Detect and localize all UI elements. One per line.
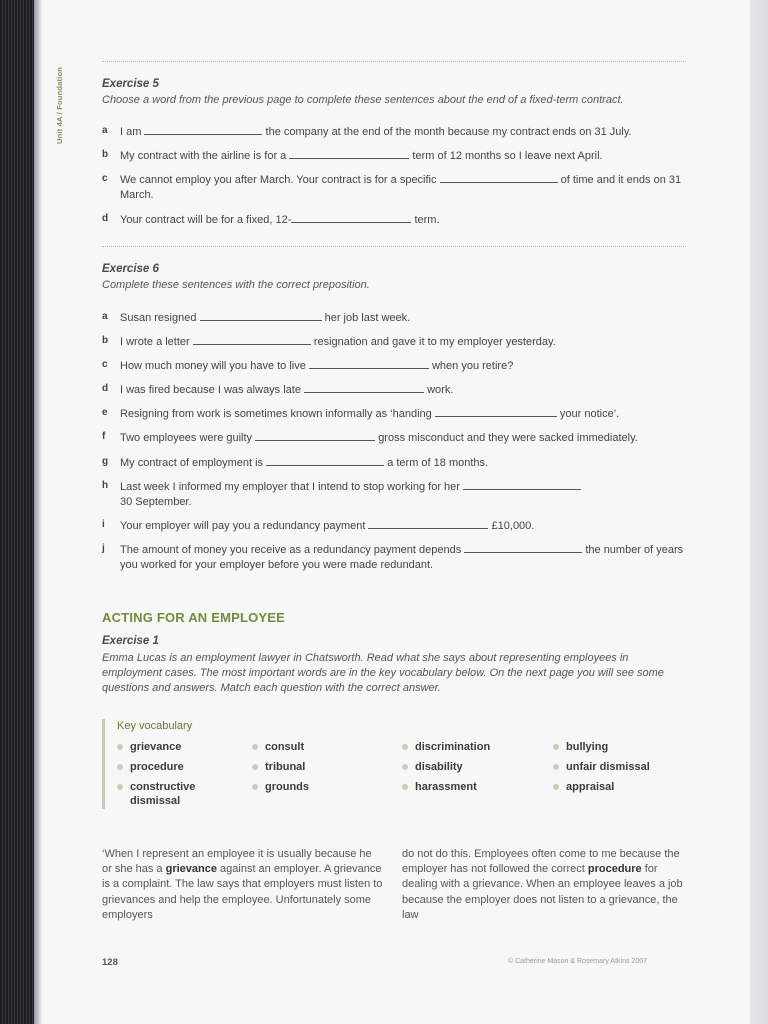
question-letter: f <box>102 431 106 442</box>
exercise5-question-d <box>102 211 688 228</box>
vocab-column <box>402 740 490 800</box>
divider-top <box>102 61 686 62</box>
vocab-item: procedure <box>117 760 220 774</box>
exercise6-instruction: Complete these sentences with the correct preposition. <box>102 279 370 291</box>
bullet-icon <box>402 784 408 790</box>
exercise6-title: Exercise 6 <box>102 263 159 275</box>
vocab-item: appraisal <box>553 780 650 794</box>
question-letter: i <box>102 519 105 530</box>
exercise1-intro: Emma Lucas is an employment lawyer in Chatsworth. Read what she says about representing employees in employment cases. The most important words are in the key vocabulary below. On the next page you will see some questions and answers. Match each question with the correct answer. <box>102 652 664 694</box>
question-text: work. <box>427 384 454 396</box>
exercise5-instruction: Choose a word from the previous page to complete these sentences about the end of a fixed-term contract. <box>102 94 624 106</box>
book-binding <box>0 0 34 1024</box>
vocab-item: constructive dismissal <box>117 780 220 808</box>
question-text: Your employer will pay you a redundancy payment <box>120 520 366 532</box>
answer-blank[interactable] <box>200 309 322 321</box>
bullet-icon <box>117 784 123 790</box>
question-letter: c <box>102 359 108 370</box>
question-letter: b <box>102 335 109 346</box>
question-text: We cannot employ you after March. Your contract is for a specific <box>120 174 437 186</box>
vocab-item: harassment <box>402 780 490 794</box>
page-number: 128 <box>102 957 118 968</box>
vocab-item: disability <box>402 760 490 774</box>
binding-shadow <box>34 0 42 1024</box>
question-letter: b <box>102 149 109 160</box>
question-text: term of 12 months so I leave next April. <box>412 150 603 162</box>
question-text: I am <box>120 126 142 138</box>
question-letter: d <box>102 213 109 224</box>
bullet-icon <box>117 744 123 750</box>
question-letter: h <box>102 480 109 491</box>
question-text: Susan resigned <box>120 312 197 324</box>
question-text: £10,000. <box>491 520 535 532</box>
question-text: the number of years you worked for your employer before you were made redundant. <box>120 544 684 571</box>
question-text: How much money will you have to live <box>120 360 306 372</box>
vocab-item: grievance <box>117 740 220 754</box>
vocab-item: grounds <box>252 780 309 794</box>
bullet-icon <box>117 764 123 770</box>
bullet-icon <box>553 744 559 750</box>
vocab-item: tribunal <box>252 760 309 774</box>
bullet-icon <box>252 764 258 770</box>
bullet-icon <box>402 744 408 750</box>
question-text: Last week I informed my employer that I intend to stop working for her <box>120 481 460 493</box>
exercise6-question-f <box>102 429 688 446</box>
question-text: resignation and gave it to my employer yesterday. <box>313 336 556 348</box>
question-text: gross misconduct and they were sacked immediately. <box>378 432 638 444</box>
exercise6-question-j <box>102 541 688 573</box>
question-text: I was fired because I was always late <box>120 384 301 396</box>
question-text: of time and it ends on 31 March. <box>120 174 682 201</box>
question-letter: c <box>102 173 108 184</box>
vocab-item: discrimination <box>402 740 490 754</box>
bullet-icon <box>252 784 258 790</box>
answer-blank[interactable] <box>255 429 375 441</box>
exercise6-question-c <box>102 357 688 374</box>
question-letter: g <box>102 456 109 467</box>
exercise6-question-e <box>102 405 688 422</box>
question-text: Resigning from work is sometimes known informally as ‘handing <box>120 408 432 420</box>
section-title: ACTING FOR AN EMPLOYEE <box>102 610 286 625</box>
vocab-accent-bar <box>102 719 105 809</box>
question-text: My contract of employment is <box>120 457 264 469</box>
exercise6-question-g <box>102 454 688 471</box>
vocab-column <box>117 740 220 814</box>
answer-blank[interactable] <box>144 123 262 135</box>
question-letter: j <box>102 543 105 554</box>
vocab-item: bullying <box>553 740 650 754</box>
exercise5-title: Exercise 5 <box>102 78 159 90</box>
answer-blank[interactable] <box>463 478 581 490</box>
exercise1-title: Exercise 1 <box>102 635 159 647</box>
question-text: Your contract will be for a fixed, 12- <box>120 214 292 226</box>
answer-blank[interactable] <box>304 381 424 393</box>
question-text: Two employees were guilty <box>120 432 253 444</box>
answer-blank[interactable] <box>440 171 558 183</box>
answer-blank[interactable] <box>435 405 557 417</box>
exercise6-question-h <box>102 478 688 510</box>
answer-blank[interactable] <box>193 333 311 345</box>
bullet-icon <box>553 784 559 790</box>
question-letter: a <box>102 311 108 322</box>
question-text: My contract with the airline is for a <box>120 150 287 162</box>
keyword-grievance: grievance <box>165 863 217 876</box>
question-text: I wrote a letter <box>120 336 190 348</box>
answer-blank[interactable] <box>464 541 582 553</box>
question-text: your notice’. <box>559 408 620 420</box>
bullet-icon <box>402 764 408 770</box>
question-letter: e <box>102 407 108 418</box>
exercise6-question-b <box>102 333 688 350</box>
text-column-left: ‘When I represent an employee it is usually because he or she has a grievance against an employer. A grievance is a complaint. The law says that employers must listen to grievances and help the employee. Unfortunately some employers <box>102 848 383 921</box>
keyword-procedure: procedure <box>587 863 642 876</box>
copyright-notice: © Catherine Mason & Rosemary Atkins 2007 <box>508 958 648 965</box>
question-text: the company at the end of the month because my contract ends on 31 July. <box>265 126 632 138</box>
question-text: term. <box>414 214 440 226</box>
answer-blank[interactable] <box>291 211 411 223</box>
answer-blank[interactable] <box>266 454 384 466</box>
vocab-item: unfair dismissal <box>553 760 650 774</box>
exercise5-question-c <box>102 171 688 203</box>
question-text: The amount of money you receive as a redundancy payment depends <box>120 544 462 556</box>
bullet-icon <box>252 744 258 750</box>
vocab-item: consult <box>252 740 309 754</box>
answer-blank[interactable] <box>289 147 409 159</box>
question-text: 30 September. <box>120 496 192 508</box>
key-vocabulary-title: Key vocabulary <box>117 720 193 732</box>
divider-middle <box>102 246 686 247</box>
exercise5-question-b <box>102 147 688 164</box>
page-edge <box>750 0 768 1024</box>
answer-blank[interactable] <box>368 517 488 529</box>
bullet-icon <box>553 764 559 770</box>
question-letter: d <box>102 383 109 394</box>
unit-side-label: Unit 4A / Foundation <box>55 66 64 144</box>
vocab-column <box>252 740 309 800</box>
question-text: a term of 18 months. <box>387 457 489 469</box>
exercise5-question-a <box>102 123 688 140</box>
vocab-column <box>553 740 650 800</box>
exercise6-question-i <box>102 517 688 534</box>
exercise6-question-d <box>102 381 688 398</box>
text-column-right: do not do this. Employees often come to me because the employer has not followed the correct procedure for dealing with a grievance. When an employee leaves a job because the employer does not listen to a grievance, the law <box>402 848 683 921</box>
question-text: her job last week. <box>324 312 411 324</box>
question-text: when you retire? <box>431 360 514 372</box>
answer-blank[interactable] <box>309 357 429 369</box>
key-vocabulary-box <box>102 716 687 812</box>
exercise6-question-a <box>102 309 688 326</box>
question-letter: a <box>102 125 108 136</box>
